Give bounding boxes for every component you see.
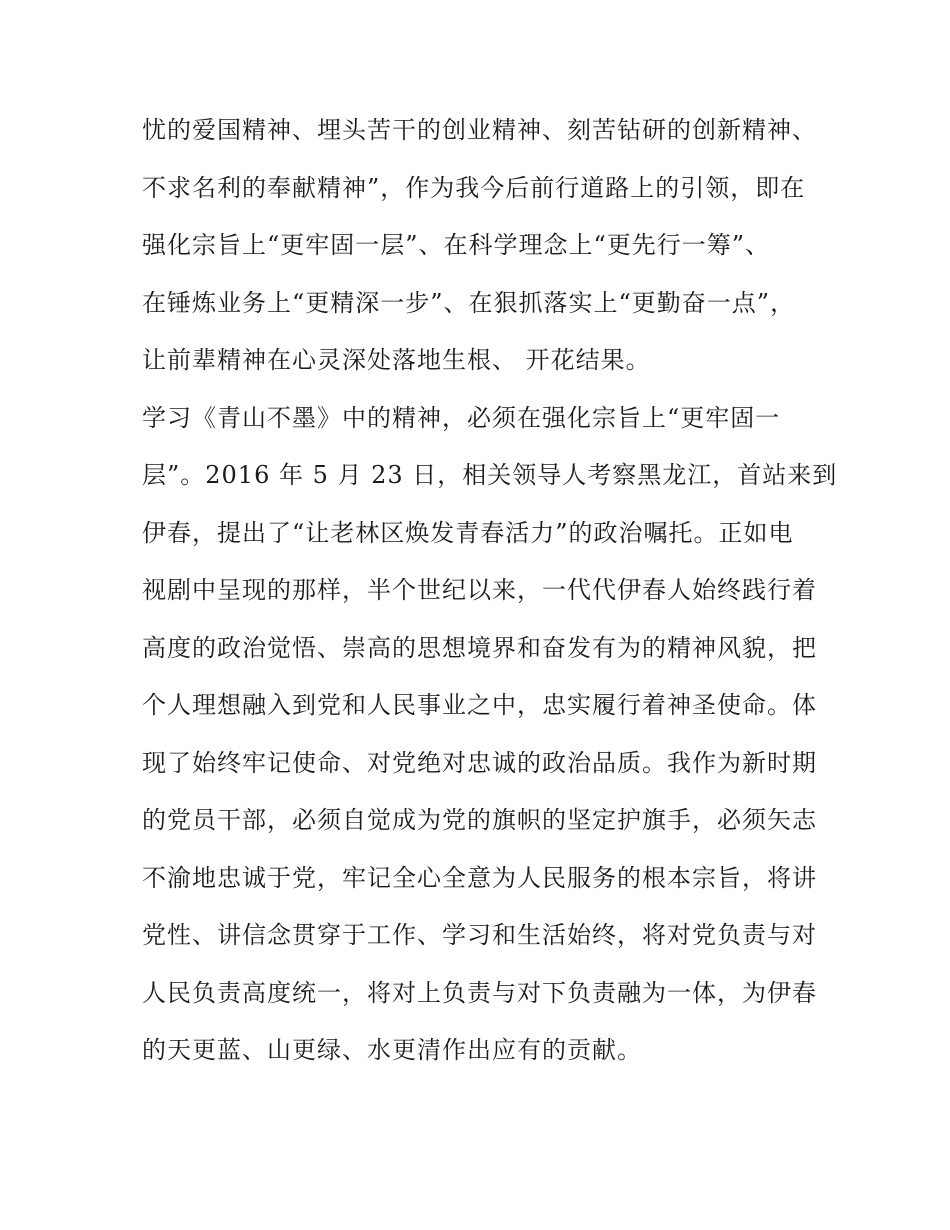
text-line: 高度的政治觉悟、崇高的思想境界和奋发有为的精神风貌，把 [142, 633, 817, 662]
text-line: 的党员干部，必须自觉成为党的旗帜的坚定护旗手，必须矢志 [142, 806, 817, 834]
text-line: 让前辈精神在心灵深处落地生根、 开花结果。 [142, 346, 651, 374]
text-line: 在锤炼业务上“更精深一步”、在狠抓落实上“更勤奋一点”， [142, 288, 796, 317]
text-line: 现了始终牢记使命、对党绝对忠诚的政治品质。我作为新时期 [142, 748, 817, 777]
text-line: 伊春，提出了“让老林区焕发青春活力”的政治嘱托。正如电 [142, 518, 794, 547]
text-line: 不求名利的奉献精神”，作为我今后前行道路上的引领，即在 [142, 173, 806, 202]
text-line: 学习《青山不墨》中的精神，必须在强化宗旨上“更牢固一 [142, 403, 781, 432]
text-line: 忧的爱国精神、埋头苦干的创业精神、刻苦钻研的创新精神、 [142, 116, 817, 144]
text-line: 层”。2016 年 5 月 23 日，相关领导人考察黑龙江，首站来到 [142, 461, 838, 489]
text-line: 人民负责高度统一，将对上负责与对下负责融为一体，为伊春 [142, 978, 817, 1007]
text-line: 个人理想融入到党和人民事业之中，忠实履行着神圣使命。体 [142, 691, 817, 719]
text-line: 党性、讲信念贯穿于工作、学习和生活始终，将对党负责与对 [142, 921, 817, 949]
text-line: 强化宗旨上“更牢固一层”、在科学理念上“更先行一筹”、 [142, 231, 771, 259]
document-body [142, 108, 842, 1084]
text-line: 不渝地忠诚于党，牢记全心全意为人民服务的根本宗旨，将讲 [142, 863, 817, 892]
text-line: 视剧中呈现的那样，半个世纪以来，一代代伊春人始终践行着 [142, 576, 817, 604]
text-line: 的天更蓝、山更绿、水更清作出应有的贡献。 [142, 1036, 642, 1064]
